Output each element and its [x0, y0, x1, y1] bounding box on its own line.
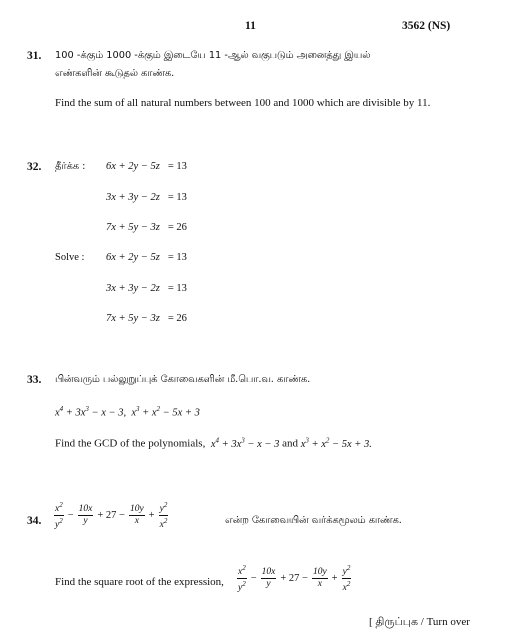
fraction-10x-y: $\frac{10x}{y}$ [78, 504, 93, 527]
equation-lhs: 7x + 5y − 3z [106, 222, 160, 233]
question-33-english: Find the GCD of the polynomials, $x^4 + 3x^3 - x - 3$ and $x^3 + x^2 - 5x + 3$. [55, 436, 372, 450]
equation-rhs: = 13 [167, 192, 187, 203]
polynomials-expression: $x^4 + 3x^3 - x - 3$, $x^3 + x^2 - 5x + 3$ [55, 405, 200, 419]
question-33-tamil: பின்வரும் பல்லுறுப்புக் கோவைகளின் மீ.பொ.வ. காண்க. [55, 374, 311, 385]
question-34-number: 34. [27, 515, 42, 527]
paper-code: 3562 (NS) [402, 20, 451, 32]
equation-rhs: = 13 [167, 161, 187, 172]
question-31-number: 31. [27, 50, 42, 62]
question-33-number: 33. [27, 374, 42, 386]
question-32-tamil-label: தீர்க்க : [55, 161, 86, 172]
fraction-10x-y: $\frac{10x}{y}$ [261, 567, 276, 590]
equation-lhs: 3x + 3y − 2z [106, 192, 160, 203]
equation-2-repeat [106, 283, 187, 294]
equation-rhs: = 26 [167, 313, 187, 324]
fraction-y2-x2: $\frac{y^2}{x^2}$ [159, 501, 168, 531]
question-31-english: Find the sum of all natural numbers between 100 and 1000 which are divisible by 11. [55, 97, 431, 109]
fraction-10y-x: $\frac{10y}{x}$ [312, 567, 327, 590]
fraction-x2-y2: $\frac{x^2}{y^2}$ [238, 564, 246, 594]
turn-over-footer: [ திருப்புக / Turn over [369, 616, 470, 628]
question-34-tamil: என்ற கோவையின் வர்க்கமூலம் காண்க. [225, 515, 402, 526]
and-word: and [282, 437, 298, 450]
equation-rhs: = 13 [167, 283, 187, 294]
question-31-tamil-line2: எண்களின் கூடுதல் காண்க. [55, 68, 175, 79]
question-32-number: 32. [27, 161, 42, 173]
equation-1-repeat [106, 252, 187, 263]
fraction-x2-y2: $\frac{x^2}{y^2}$ [55, 501, 63, 531]
question-33-english-text: Find the GCD of the polynomials, [55, 437, 206, 450]
question-31-tamil-line1: 100 -க்கும் 1000 -க்கும் இடையே 11 -ஆல் வகுபடும் அனைத்து இயல் [55, 50, 371, 61]
equation-3 [106, 222, 187, 233]
equation-lhs: 6x + 2y − 5z [106, 252, 160, 263]
equation-2 [106, 192, 187, 203]
equation-lhs: 3x + 3y − 2z [106, 283, 160, 294]
expression-34: $\frac{x^2}{y^2}$ − $\frac{10x}{y}$ + 27 − $\frac{10y}{x}$ + $\frac{y^2}{x^2}$ [55, 501, 168, 531]
equation-lhs: 6x + 2y − 5z [106, 161, 160, 172]
equation-3-repeat [106, 313, 187, 324]
page-number: 11 [245, 20, 256, 32]
equation-rhs: = 26 [167, 222, 187, 233]
expression-34-repeat: $\frac{x^2}{y^2}$ − $\frac{10x}{y}$ + 27 − $\frac{10y}{x}$ + $\frac{y^2}{x^2}$ [238, 564, 351, 594]
fraction-y2-x2: $\frac{y^2}{x^2}$ [342, 564, 351, 594]
equation-1 [106, 161, 187, 172]
equation-lhs: 7x + 5y − 3z [106, 313, 160, 324]
equation-rhs: = 13 [167, 252, 187, 263]
question-32-english-label: Solve : [55, 252, 85, 263]
question-34-english: Find the square root of the expression, [55, 576, 224, 588]
fraction-10y-x: $\frac{10y}{x}$ [129, 504, 144, 527]
